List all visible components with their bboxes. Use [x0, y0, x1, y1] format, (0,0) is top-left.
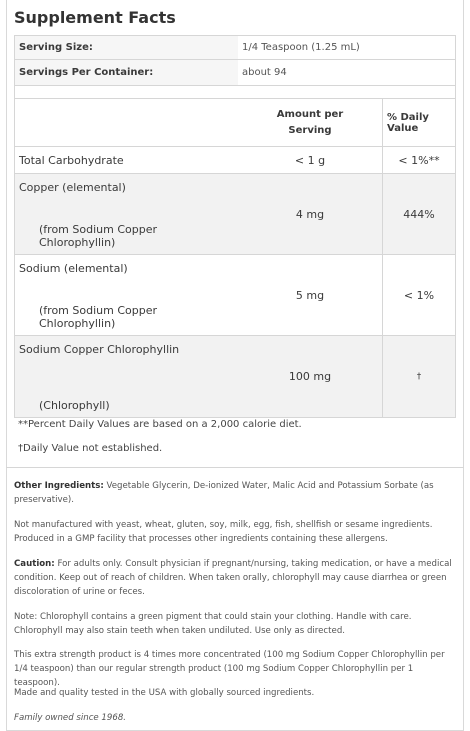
strength-statement: This extra strength product is 4 times more concentrated (100 mg Sodium Copper Chlorophyllin per 1/4 teaspoon) than our regular strength product (100 mg Sodium Copper Chlorophyllin per 1 teaspoon). — [14, 650, 445, 688]
servings-per-container-row — [15, 60, 455, 86]
allergen-statement: Not manufactured with yeast, wheat, gluten, soy, milk, egg, fish, shellfish or sesame ingredients. Produced in a GMP facility that processes other ingredients containing these allergens. — [14, 520, 433, 544]
page-title: Supplement Facts — [14, 8, 176, 27]
nutrient-name: Sodium Copper Chlorophyllin — [19, 343, 180, 356]
nutrient-amount: 5 mg — [295, 288, 325, 302]
nutrient-daily-value: < 1% — [382, 255, 455, 335]
table-spacer — [15, 86, 455, 99]
footnote-percent-dv: **Percent Daily Values are based on a 2,000 calorie diet. — [18, 419, 302, 430]
nutrient-daily-value: < 1%** — [382, 147, 455, 173]
nutrient-name: Total Carbohydrate — [19, 153, 124, 167]
other-ingredients-label: Other Ingredients: — [14, 481, 104, 491]
other-ingredients-text: Vegetable Glycerin, De-ionized Water, Malic Acid and Potassium Sorbate (as preservative). — [14, 481, 434, 505]
nutrient-amount: 4 mg — [295, 207, 325, 221]
serving-size-row — [15, 36, 455, 60]
nutrient-daily-value: † — [382, 336, 455, 417]
header-amount-line1: Amount per — [276, 108, 344, 120]
serving-size-label: Serving Size: — [15, 36, 238, 59]
caution-statement — [14, 557, 454, 599]
table-row — [15, 147, 455, 174]
header-amount-line2: Serving — [288, 124, 332, 136]
header-daily-value: % Daily Value — [382, 99, 455, 146]
footnote-dv-not-established: †Daily Value not established. — [18, 443, 163, 454]
nutrient-amount: 100 mg — [288, 370, 332, 383]
family-owned-statement: Family owned since 1968. — [14, 713, 127, 723]
table-row — [15, 174, 455, 255]
nutrient-amount: < 1 g — [294, 153, 326, 167]
section-divider — [6, 467, 464, 468]
nutrient-source: (from Sodium Copper Chlorophyllin) — [39, 304, 157, 330]
servings-per-container-label: Servings Per Container: — [15, 60, 238, 85]
nutrient-name: Sodium (elemental) — [19, 262, 128, 275]
caution-text: For adults only. Consult physician if pregnant/nursing, taking medication, or have a medical condition. Keep out of reach of children. When taken orally, chlorophyll may cause diarrhea or green discoloration of urine or feces. — [14, 559, 452, 597]
facts-table — [14, 35, 456, 418]
note-statement: Note: Chlorophyll contains a green pigment that could stain your clothing. Handle with care. Chlorophyll may also stain teeth when taken undiluted. Use only as directed. — [14, 612, 412, 636]
other-ingredients — [14, 479, 454, 507]
table-header — [15, 99, 455, 147]
table-row — [15, 336, 455, 417]
nutrient-source: (from Sodium Copper Chlorophyllin) — [39, 223, 157, 249]
nutrient-daily-value: 444% — [382, 174, 455, 254]
caution-label: Caution: — [14, 559, 55, 569]
serving-size-value: 1/4 Teaspoon (1.25 mL) — [242, 42, 360, 53]
table-row — [15, 255, 455, 336]
made-in-usa-statement: Made and quality tested in the USA with globally sourced ingredients. — [14, 688, 315, 698]
header-blank — [15, 99, 238, 146]
header-amount — [238, 99, 382, 146]
servings-per-container-value: about 94 — [242, 67, 287, 78]
nutrient-name: Copper (elemental) — [19, 181, 126, 194]
nutrient-source: (Chlorophyll) — [39, 399, 110, 412]
